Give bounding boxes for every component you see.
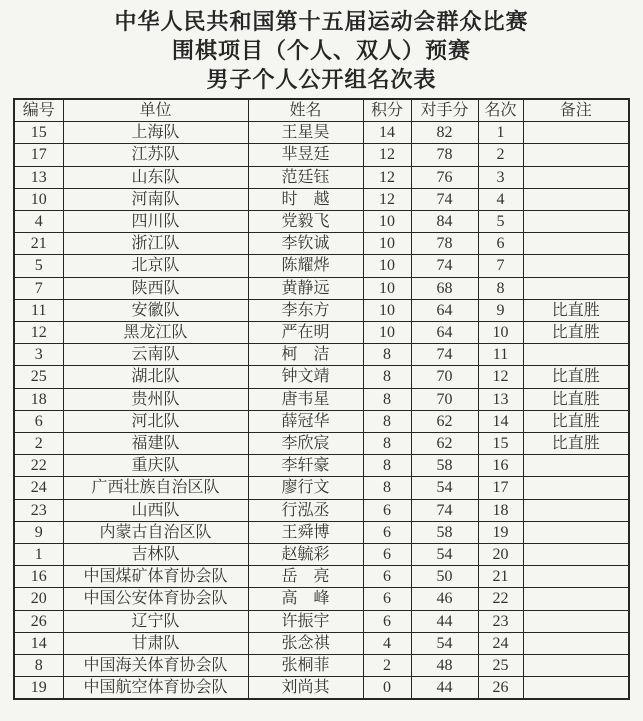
table-row	[14, 655, 629, 677]
cell-points: 8	[363, 366, 411, 388]
cell-remarks	[523, 255, 629, 277]
cell-points: 8	[363, 344, 411, 366]
cell-name: 李东方	[248, 299, 363, 321]
cell-number: 22	[14, 455, 63, 477]
cell-name: 柯 洁	[248, 344, 363, 366]
cell-rank: 23	[478, 610, 523, 632]
cell-name: 王舜博	[248, 521, 363, 543]
cell-points: 14	[363, 122, 411, 144]
cell-number: 8	[14, 655, 63, 677]
cell-rank: 25	[478, 655, 523, 677]
column-header-name: 姓名	[248, 99, 363, 122]
cell-name: 岳 亮	[248, 566, 363, 588]
table-row	[14, 455, 629, 477]
cell-remarks: 比直胜	[523, 388, 629, 410]
table-row	[14, 255, 629, 277]
table-row	[14, 233, 629, 255]
cell-number: 6	[14, 410, 63, 432]
page-title-line2: 围棋项目（个人、双人）预赛	[171, 38, 471, 63]
column-header-unit: 单位	[63, 99, 248, 122]
cell-opponent-points: 82	[411, 122, 478, 144]
cell-rank: 13	[478, 388, 523, 410]
cell-remarks	[523, 344, 629, 366]
column-header-remarks: 备注	[523, 99, 629, 122]
cell-name: 赵毓彩	[248, 544, 363, 566]
cell-unit: 河北队	[63, 410, 248, 432]
cell-name: 李欣宸	[248, 433, 363, 455]
cell-remarks	[523, 655, 629, 677]
cell-remarks	[523, 188, 629, 210]
cell-remarks	[523, 122, 629, 144]
cell-remarks: 比直胜	[523, 366, 629, 388]
cell-rank: 11	[478, 344, 523, 366]
table-header	[14, 99, 629, 122]
header-row	[14, 99, 629, 122]
cell-rank: 2	[478, 144, 523, 166]
cell-unit: 福建队	[63, 433, 248, 455]
cell-name: 王星昊	[248, 122, 363, 144]
cell-rank: 19	[478, 521, 523, 543]
cell-remarks	[523, 521, 629, 543]
page-title-line3: 男子个人公开组名次表	[206, 67, 437, 92]
cell-unit: 广西壮族自治区队	[63, 477, 248, 499]
table-row	[14, 477, 629, 499]
cell-unit: 陕西队	[63, 277, 248, 299]
cell-unit: 安徽队	[63, 299, 248, 321]
cell-rank: 18	[478, 499, 523, 521]
cell-points: 10	[363, 322, 411, 344]
table-row	[14, 410, 629, 432]
cell-points: 8	[363, 477, 411, 499]
cell-points: 6	[363, 499, 411, 521]
cell-opponent-points: 76	[411, 166, 478, 188]
cell-unit: 浙江队	[63, 233, 248, 255]
cell-number: 17	[14, 144, 63, 166]
cell-remarks	[523, 166, 629, 188]
cell-name: 薛冠华	[248, 410, 363, 432]
cell-points: 10	[363, 255, 411, 277]
cell-rank: 26	[478, 677, 523, 700]
cell-opponent-points: 74	[411, 499, 478, 521]
cell-rank: 3	[478, 166, 523, 188]
cell-points: 6	[363, 588, 411, 610]
cell-opponent-points: 70	[411, 366, 478, 388]
cell-rank: 9	[478, 299, 523, 321]
document-header	[0, 0, 643, 94]
cell-unit: 北京队	[63, 255, 248, 277]
cell-points: 10	[363, 211, 411, 233]
cell-name: 唐韦星	[248, 388, 363, 410]
cell-unit: 甘肃队	[63, 632, 248, 654]
cell-points: 6	[363, 566, 411, 588]
cell-opponent-points: 62	[411, 433, 478, 455]
cell-opponent-points: 62	[411, 410, 478, 432]
table-row	[14, 344, 629, 366]
cell-points: 12	[363, 166, 411, 188]
cell-unit: 山东队	[63, 166, 248, 188]
cell-points: 8	[363, 455, 411, 477]
table-row	[14, 499, 629, 521]
cell-points: 8	[363, 433, 411, 455]
cell-remarks	[523, 144, 629, 166]
cell-rank: 12	[478, 366, 523, 388]
cell-name: 许振宇	[248, 610, 363, 632]
cell-unit: 江苏队	[63, 144, 248, 166]
cell-rank: 10	[478, 322, 523, 344]
cell-unit: 云南队	[63, 344, 248, 366]
cell-unit: 贵州队	[63, 388, 248, 410]
cell-opponent-points: 50	[411, 566, 478, 588]
cell-unit: 重庆队	[63, 455, 248, 477]
table-row	[14, 610, 629, 632]
cell-remarks	[523, 477, 629, 499]
cell-remarks	[523, 588, 629, 610]
cell-name: 张念祺	[248, 632, 363, 654]
cell-opponent-points: 70	[411, 388, 478, 410]
cell-rank: 22	[478, 588, 523, 610]
cell-rank: 7	[478, 255, 523, 277]
cell-remarks	[523, 499, 629, 521]
table-row	[14, 122, 629, 144]
cell-remarks	[523, 610, 629, 632]
table-row	[14, 588, 629, 610]
table-row	[14, 544, 629, 566]
cell-unit: 黑龙江队	[63, 322, 248, 344]
cell-number: 1	[14, 544, 63, 566]
cell-number: 13	[14, 166, 63, 188]
cell-number: 5	[14, 255, 63, 277]
cell-name: 时 越	[248, 188, 363, 210]
column-header-rank: 名次	[478, 99, 523, 122]
cell-remarks: 比直胜	[523, 433, 629, 455]
cell-remarks	[523, 677, 629, 700]
cell-unit: 河南队	[63, 188, 248, 210]
cell-opponent-points: 84	[411, 211, 478, 233]
cell-number: 9	[14, 521, 63, 543]
cell-rank: 4	[478, 188, 523, 210]
cell-number: 3	[14, 344, 63, 366]
cell-unit: 中国煤矿体育协会队	[63, 566, 248, 588]
cell-rank: 17	[478, 477, 523, 499]
table-row	[14, 677, 629, 700]
cell-number: 20	[14, 588, 63, 610]
cell-points: 6	[363, 521, 411, 543]
cell-opponent-points: 44	[411, 610, 478, 632]
cell-remarks	[523, 544, 629, 566]
cell-unit: 中国航空体育协会队	[63, 677, 248, 700]
table-row	[14, 433, 629, 455]
cell-rank: 5	[478, 211, 523, 233]
cell-number: 25	[14, 366, 63, 388]
cell-opponent-points: 68	[411, 277, 478, 299]
cell-opponent-points: 64	[411, 299, 478, 321]
results-table	[13, 98, 630, 700]
cell-points: 2	[363, 655, 411, 677]
cell-number: 21	[14, 233, 63, 255]
cell-points: 6	[363, 610, 411, 632]
cell-opponent-points: 44	[411, 677, 478, 700]
cell-name: 李钦诚	[248, 233, 363, 255]
cell-opponent-points: 58	[411, 521, 478, 543]
cell-unit: 湖北队	[63, 366, 248, 388]
cell-unit: 吉林队	[63, 544, 248, 566]
table-row	[14, 211, 629, 233]
table-row	[14, 277, 629, 299]
cell-remarks	[523, 632, 629, 654]
cell-opponent-points: 78	[411, 233, 478, 255]
cell-points: 12	[363, 188, 411, 210]
cell-rank: 16	[478, 455, 523, 477]
cell-opponent-points: 74	[411, 344, 478, 366]
cell-opponent-points: 58	[411, 455, 478, 477]
cell-number: 14	[14, 632, 63, 654]
cell-name: 李轩豪	[248, 455, 363, 477]
table-row	[14, 188, 629, 210]
cell-number: 24	[14, 477, 63, 499]
table-row	[14, 322, 629, 344]
cell-unit: 内蒙古自治区队	[63, 521, 248, 543]
cell-rank: 24	[478, 632, 523, 654]
table-row	[14, 299, 629, 321]
table-row	[14, 388, 629, 410]
cell-name: 高 峰	[248, 588, 363, 610]
table-row	[14, 144, 629, 166]
cell-name: 党毅飞	[248, 211, 363, 233]
cell-opponent-points: 78	[411, 144, 478, 166]
cell-rank: 20	[478, 544, 523, 566]
cell-unit: 山西队	[63, 499, 248, 521]
cell-rank: 6	[478, 233, 523, 255]
cell-number: 19	[14, 677, 63, 700]
cell-opponent-points: 54	[411, 544, 478, 566]
cell-points: 10	[363, 299, 411, 321]
table-row	[14, 521, 629, 543]
cell-name: 钟文靖	[248, 366, 363, 388]
cell-unit: 四川队	[63, 211, 248, 233]
table-row	[14, 366, 629, 388]
cell-remarks	[523, 233, 629, 255]
cell-rank: 21	[478, 566, 523, 588]
table-row	[14, 166, 629, 188]
cell-opponent-points: 64	[411, 322, 478, 344]
cell-number: 11	[14, 299, 63, 321]
cell-remarks: 比直胜	[523, 410, 629, 432]
cell-number: 10	[14, 188, 63, 210]
cell-name: 严在明	[248, 322, 363, 344]
cell-points: 4	[363, 632, 411, 654]
cell-remarks	[523, 566, 629, 588]
cell-points: 8	[363, 388, 411, 410]
cell-unit: 上海队	[63, 122, 248, 144]
cell-name: 黄静远	[248, 277, 363, 299]
cell-name: 范廷钰	[248, 166, 363, 188]
cell-name: 陈耀烨	[248, 255, 363, 277]
cell-points: 6	[363, 544, 411, 566]
cell-number: 12	[14, 322, 63, 344]
cell-rank: 1	[478, 122, 523, 144]
cell-unit: 中国公安体育协会队	[63, 588, 248, 610]
cell-name: 行泓丞	[248, 499, 363, 521]
cell-name: 芈昱廷	[248, 144, 363, 166]
cell-opponent-points: 74	[411, 255, 478, 277]
column-header-number: 编号	[14, 99, 63, 122]
cell-number: 23	[14, 499, 63, 521]
cell-points: 12	[363, 144, 411, 166]
cell-unit: 中国海关体育协会队	[63, 655, 248, 677]
cell-remarks	[523, 455, 629, 477]
cell-number: 15	[14, 122, 63, 144]
cell-unit: 辽宁队	[63, 610, 248, 632]
cell-points: 8	[363, 410, 411, 432]
table-row	[14, 632, 629, 654]
cell-opponent-points: 54	[411, 632, 478, 654]
cell-number: 2	[14, 433, 63, 455]
cell-rank: 15	[478, 433, 523, 455]
cell-name: 张桐菲	[248, 655, 363, 677]
table-body	[14, 122, 629, 700]
cell-remarks: 比直胜	[523, 299, 629, 321]
cell-number: 26	[14, 610, 63, 632]
page-title-line1: 中华人民共和国第十五届运动会群众比赛	[114, 9, 529, 34]
cell-remarks: 比直胜	[523, 322, 629, 344]
cell-points: 10	[363, 233, 411, 255]
cell-opponent-points: 54	[411, 477, 478, 499]
cell-opponent-points: 48	[411, 655, 478, 677]
cell-rank: 8	[478, 277, 523, 299]
cell-number: 16	[14, 566, 63, 588]
cell-remarks	[523, 277, 629, 299]
cell-rank: 14	[478, 410, 523, 432]
cell-name: 廖行文	[248, 477, 363, 499]
cell-number: 7	[14, 277, 63, 299]
cell-points: 0	[363, 677, 411, 700]
cell-number: 4	[14, 211, 63, 233]
column-header-opponent-points: 对手分	[411, 99, 478, 122]
cell-points: 10	[363, 277, 411, 299]
cell-name: 刘尚其	[248, 677, 363, 700]
cell-opponent-points: 74	[411, 188, 478, 210]
cell-remarks	[523, 211, 629, 233]
cell-opponent-points: 46	[411, 588, 478, 610]
table-row	[14, 566, 629, 588]
cell-number: 18	[14, 388, 63, 410]
column-header-points: 积分	[363, 99, 411, 122]
